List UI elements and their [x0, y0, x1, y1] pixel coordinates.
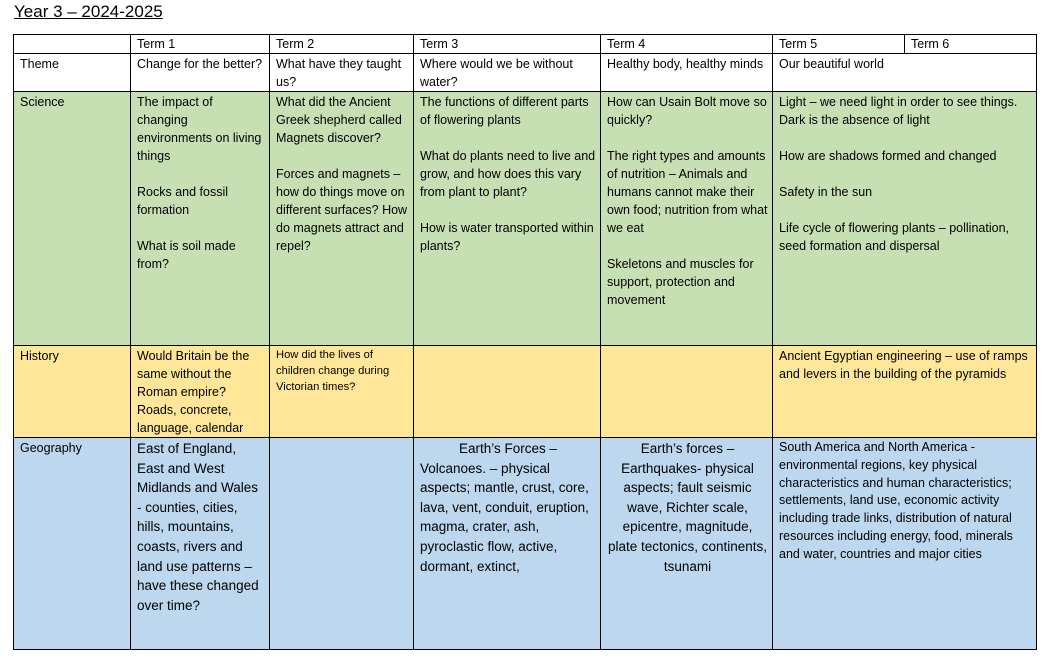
term-header: Term 4 — [601, 35, 773, 54]
cell-text: Volcanoes. – physical aspects; mantle, crust, core, lava, vent, conduit, eruption, magma, crater, ash, pyroclastic flow, active, dormant, extinct, — [420, 460, 589, 574]
header-row — [14, 35, 1037, 54]
cell-text: How can Usain Bolt move so quickly? The right types and amounts of nutrition – Animals and humans cannot make their own food; nutrition from what we eat Skeletons and muscles for support, protection and movement — [607, 95, 768, 307]
geography-cell — [414, 438, 601, 650]
geography-cell: East of England, East and West Midlands and Wales - counties, cities, hills, mountains, coasts, rivers and land use patterns – have these changed over time? — [131, 438, 270, 650]
term-header: Term 3 — [414, 35, 601, 54]
theme-cell: Change for the better? — [131, 54, 270, 92]
geography-cell — [601, 438, 773, 650]
theme-cell: What have they taught us? — [270, 54, 414, 92]
cell-text: Earth’s forces – Earthquakes- physical aspects; fault seismic wave, Richter scale, epicentre, magnitude, plate tectonics, continents, tsunami — [607, 441, 768, 574]
term-header: Term 1 — [131, 35, 270, 54]
history-cell: How did the lives of children change during Victorian times? — [270, 346, 414, 438]
row-label-geography: Geography — [14, 438, 131, 650]
row-label-theme: Theme — [14, 54, 131, 92]
geography-cell — [270, 438, 414, 650]
row-label-history: History — [14, 346, 131, 438]
science-row — [14, 92, 1037, 346]
theme-row — [14, 54, 1037, 92]
page-title: Year 3 – 2024-2025 — [14, 2, 163, 21]
theme-cell: Healthy body, healthy minds — [601, 54, 773, 92]
history-cell: Would Britain be the same without the Roman empire? Roads, concrete, language, calendar — [131, 346, 270, 438]
science-cell — [414, 92, 601, 346]
curriculum-table — [13, 34, 1037, 650]
row-label-science: Science — [14, 92, 131, 346]
term-header: Term 6 — [905, 35, 1037, 54]
cell-text: The impact of changing environments on living things Rocks and fossil formation What is soil made from? — [137, 95, 262, 271]
history-cell: Ancient Egyptian engineering – use of ramps and levers in the building of the pyramids — [773, 346, 1037, 438]
science-cell — [270, 92, 414, 346]
history-cell — [414, 346, 601, 438]
theme-cell: Our beautiful world — [773, 54, 1037, 92]
term-header: Term 2 — [270, 35, 414, 54]
cell-heading: Earth’s Forces – — [458, 441, 558, 456]
history-cell — [601, 346, 773, 438]
cell-text — [420, 439, 596, 576]
science-cell — [131, 92, 270, 346]
term-header: Term 5 — [773, 35, 905, 54]
cell-text: Light – we need light in order to see things. Dark is the absence of light How are shadows formed and changed Safety in the sun Life cycle of flowering plants – pollination, seed formation and dispersal — [779, 95, 1018, 253]
geography-row — [14, 438, 1037, 650]
cell-text: What did the Ancient Greek shepherd called Magnets discover? Forces and magnets – how do things move on different surfaces? How do magnets attract and repel? — [276, 95, 408, 253]
cell-text: The functions of different parts of flowering plants What do plants need to live and grow, and how does this vary from plant to plant? How is water transported within plants? — [420, 95, 596, 253]
theme-cell: Where would we be without water? — [414, 54, 601, 92]
corner-cell — [14, 35, 131, 54]
science-cell — [773, 92, 1037, 346]
science-cell — [601, 92, 773, 346]
geography-cell: South America and North America - environmental regions, key physical characteristics and human characteristics; settlements, land use, economic activity including trade links, distribution of natural resources including energy, food, minerals and water, countries and major cities — [773, 438, 1037, 650]
history-row — [14, 346, 1037, 438]
